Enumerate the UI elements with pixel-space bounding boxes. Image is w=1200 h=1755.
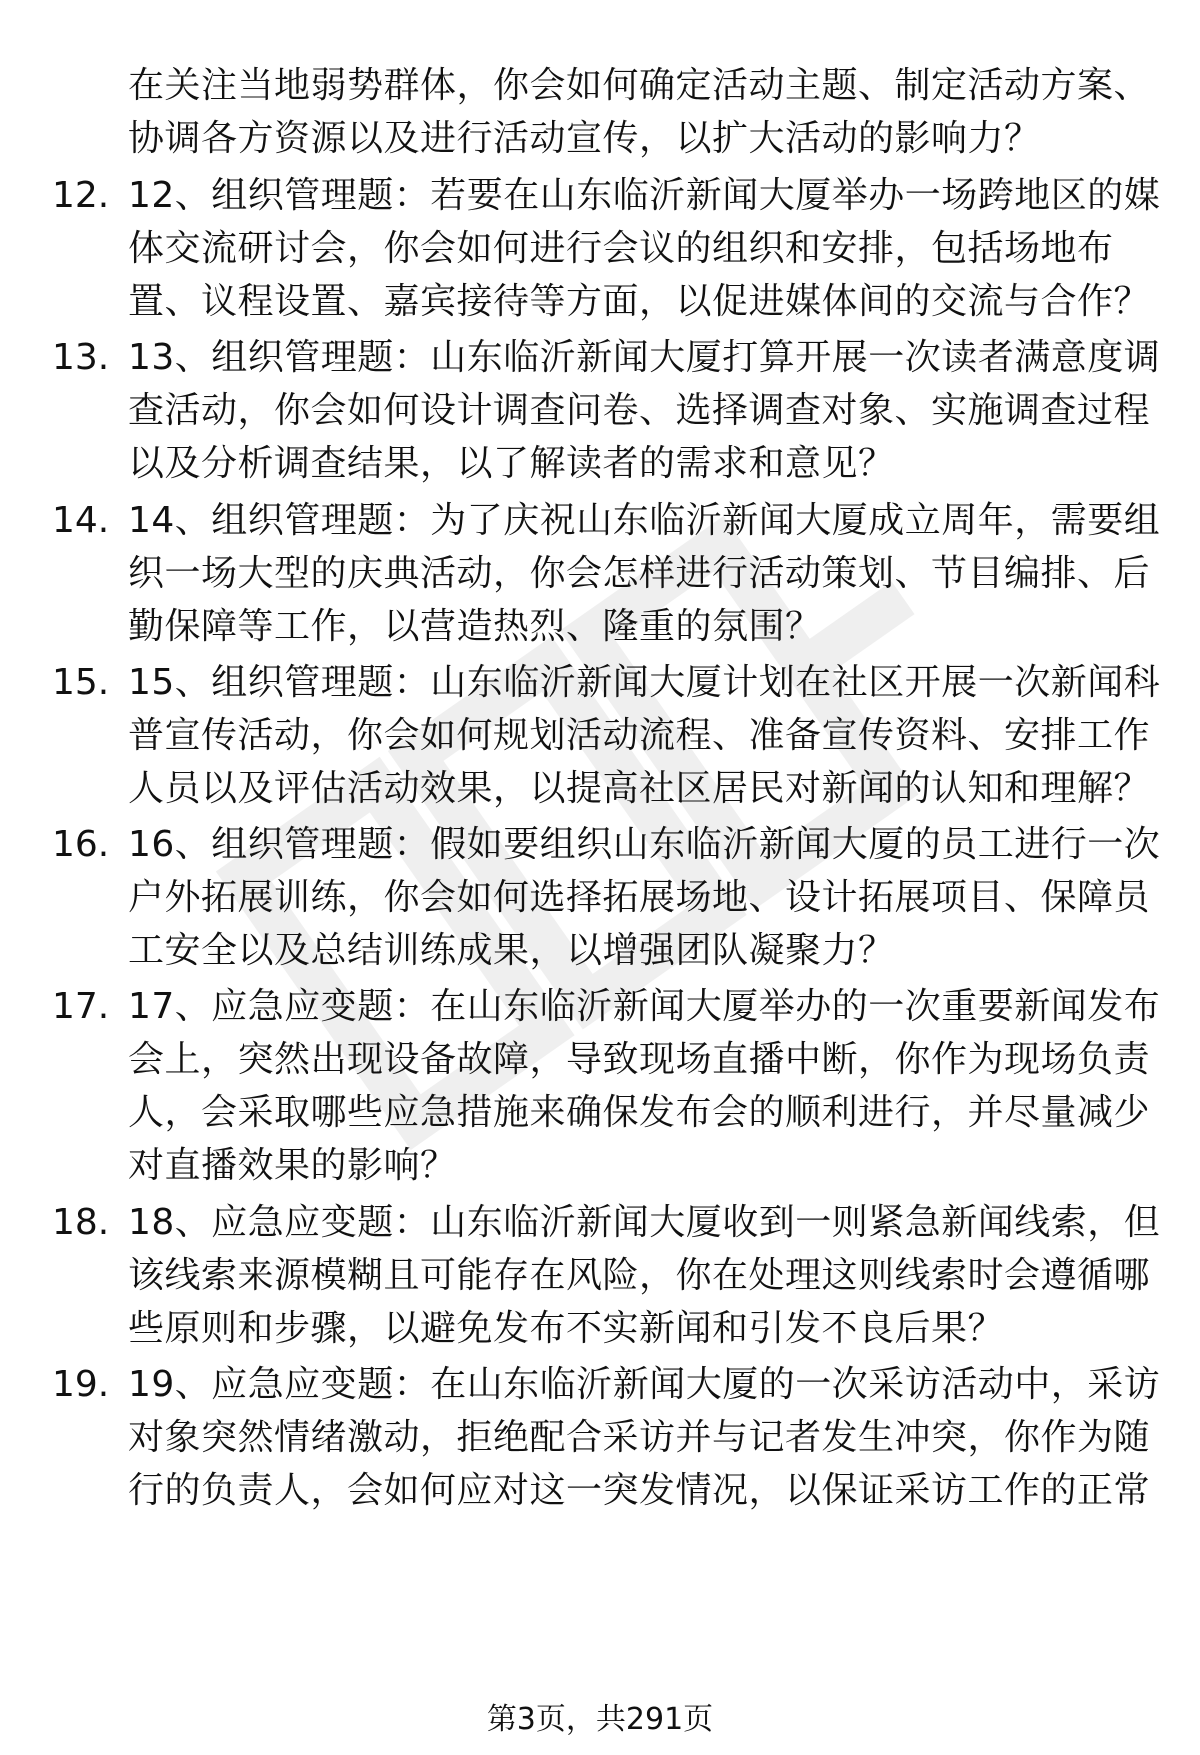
text-line: 工安全以及总结训练成果，以增强团队凝聚力？ — [128, 930, 895, 971]
text-line: 在关注当地弱势群体，你会如何确定活动主题、制定活动方案、 — [128, 65, 1151, 106]
question-number: 13. — [52, 337, 110, 378]
question-14 — [128, 494, 1161, 653]
text-line: 17、应急应变题：在山东临沂新闻大厦举办的一次重要新闻发布 — [128, 986, 1161, 1027]
text-line: 13、组织管理题：山东临沂新闻大厦打算开展一次读者满意度调 — [128, 337, 1161, 378]
text-line: 户外拓展训练，你会如何选择拓展场地、设计拓展项目、保障员 — [128, 877, 1151, 918]
text-line: 普宣传活动，你会如何规划活动流程、准备宣传资料、安排工作 — [128, 715, 1151, 756]
text-line: 体交流研讨会，你会如何进行会议的组织和安排，包括场地布 — [128, 228, 1114, 269]
text-line: 以及分析调查结果，以了解读者的需求和意见？ — [128, 443, 895, 484]
text-line: 人员以及评估活动效果，以提高社区居民对新闻的认知和理解？ — [128, 768, 1151, 809]
text-line: 人，会采取哪些应急措施来确保发布会的顺利进行，并尽量减少 — [128, 1092, 1151, 1133]
question-16 — [128, 818, 1161, 977]
text-line: 查活动，你会如何设计调查问卷、选择调查对象、实施调查过程 — [128, 390, 1151, 431]
text-line: 协调各方资源以及进行活动宣传，以扩大活动的影响力？ — [128, 118, 1041, 159]
page-footer: 第3页，共291页 — [486, 1702, 714, 1737]
text-line: 织一场大型的庆典活动，你会怎样进行活动策划、节目编排、后 — [128, 553, 1151, 594]
text-line: 对直播效果的影响？ — [128, 1145, 457, 1186]
question-number: 17. — [52, 986, 110, 1027]
question-13 — [128, 331, 1161, 490]
question-15 — [128, 656, 1161, 815]
text-line: 14、组织管理题：为了庆祝山东临沂新闻大厦成立周年，需要组 — [128, 500, 1161, 541]
text-line: 16、组织管理题：假如要组织山东临沂新闻大厦的员工进行一次 — [128, 824, 1161, 865]
text-line: 会上，突然出现设备故障，导致现场直播中断，你作为现场负责 — [128, 1039, 1151, 1080]
text-line: 12、组织管理题：若要在山东临沂新闻大厦举办一场跨地区的媒 — [128, 175, 1161, 216]
question-12 — [128, 169, 1161, 328]
text-line: 15、组织管理题：山东临沂新闻大厦计划在社区开展一次新闻科 — [128, 662, 1161, 703]
question-17 — [128, 980, 1161, 1192]
text-line: 18、应急应变题：山东临沂新闻大厦收到一则紧急新闻线索，但 — [128, 1202, 1161, 1243]
question-number: 19. — [52, 1364, 110, 1405]
text-line: 行的负责人，会如何应对这一突发情况，以保证采访工作的正常 — [128, 1470, 1151, 1511]
question-19 — [128, 1358, 1161, 1517]
text-line: 19、应急应变题：在山东临沂新闻大厦的一次采访活动中，采访 — [128, 1364, 1161, 1405]
question-number: 12. — [52, 175, 110, 216]
text-line: 该线索来源模糊且可能存在风险，你在处理这则线索时会遵循哪 — [128, 1255, 1151, 1296]
question-number: 18. — [52, 1202, 110, 1243]
text-line: 勤保障等工作，以营造热烈、隆重的氛围？ — [128, 606, 822, 647]
question-18 — [128, 1196, 1161, 1355]
text-line: 些原则和步骤，以避免发布不实新闻和引发不良后果？ — [128, 1308, 1005, 1349]
text-line: 置、议程设置、嘉宾接待等方面，以促进媒体间的交流与合作？ — [128, 281, 1151, 322]
question-number: 15. — [52, 662, 110, 703]
continuation-text — [128, 59, 1151, 165]
question-number: 14. — [52, 500, 110, 541]
text-line: 对象突然情绪激动，拒绝配合采访并与记者发生冲突，你作为随 — [128, 1417, 1151, 1458]
question-number: 16. — [52, 824, 110, 865]
